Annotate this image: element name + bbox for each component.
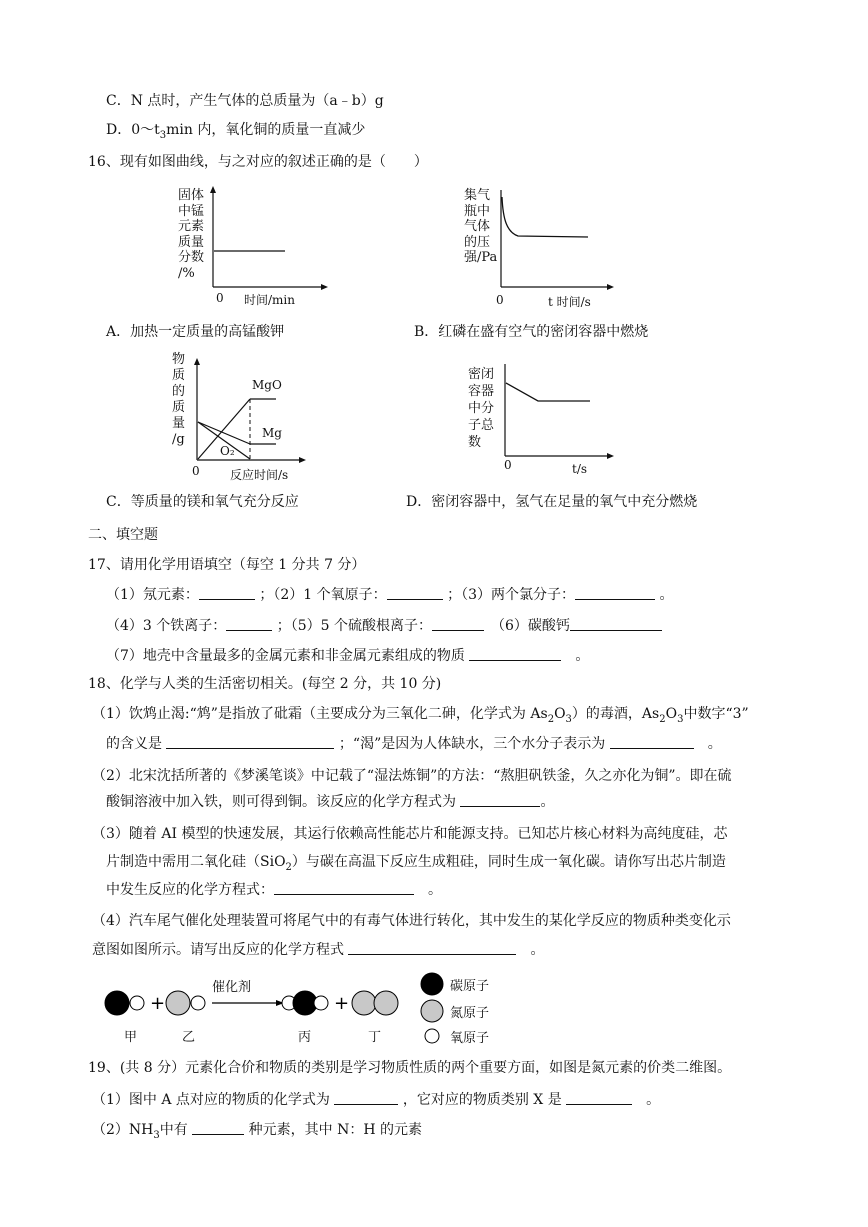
legend-swatches: [418, 970, 448, 1050]
answer-blank[interactable]: [334, 1090, 398, 1105]
q17-row-2: （4）3 个铁离子： ；（5）5 个硫酸根离子： （6）碳酸钙: [106, 616, 662, 636]
answer-blank[interactable]: [192, 1120, 244, 1135]
answer-blank[interactable]: [432, 616, 484, 631]
carbon-swatch: [421, 973, 443, 995]
graph-b-plot: [464, 186, 614, 312]
graph-b: [464, 186, 614, 312]
catalyst-label: 催化剂: [212, 980, 252, 995]
label-bing: 丙: [298, 1030, 312, 1045]
graph-a-caption: A．加热一定质量的高锰酸钾: [106, 324, 285, 340]
q18-part3-line1: （3）随着 AI 模型的快速发展，其运行依赖高性能芯片和能源支持。已知芯片核心材料为高纯度硅，芯: [92, 826, 728, 842]
graph-a: [178, 186, 328, 312]
answer-blank[interactable]: [387, 585, 443, 600]
graph-d-ylabel: 密闭 容器 中分 子总 数: [468, 367, 495, 450]
answer-blank[interactable]: [460, 792, 540, 807]
answer-blank[interactable]: [575, 585, 655, 600]
q17-row-1: （1）氖元素： ；（2）1 个氧原子： ；（3）两个氯分子： 。: [106, 587, 674, 603]
answer-blank[interactable]: [348, 940, 516, 955]
nitrogen-swatch: [421, 1000, 443, 1022]
graph-d-xlabel: t/s: [572, 462, 588, 476]
nitrogen-atom: [352, 991, 376, 1015]
q17-row-3: （7）地壳中含量最多的金属元素和非金属元素组成的物质 。: [106, 648, 590, 664]
answer-blank[interactable]: [570, 616, 662, 631]
q16-stem: 16、现有如图曲线，与之对应的叙述正确的是（ ）: [88, 154, 428, 170]
legend-nitrogen: 氮原子: [450, 1006, 490, 1021]
answer-blank[interactable]: [166, 734, 334, 749]
graph-b-ylabel: 集气 瓶中 气体 的压 强/Pa: [464, 188, 498, 265]
graph-b-xlabel: t 时间/s: [548, 295, 591, 309]
graph-a-origin: 0: [216, 291, 224, 305]
q15-option-c: C．N 点时，产生气体的总质量为（a﹣b）g: [106, 93, 384, 109]
section-heading: 二、填空题: [88, 527, 158, 543]
q18-part3-line2: 片制造中需用二氧化硅（SiO$_2$）与碳在高温下反应生成粗硅，同时生成一氧化碳。请你写出芯片制造: [106, 854, 726, 873]
answer-blank[interactable]: [469, 646, 561, 661]
graph-c-origin: 0: [192, 464, 200, 478]
answer-blank[interactable]: [566, 1090, 632, 1105]
graph-c-xlabel: 反应时间/s: [230, 468, 289, 482]
graph-c: [172, 352, 334, 484]
oxygen-atom: [130, 996, 144, 1010]
label-ding: 丁: [368, 1030, 382, 1045]
q19-stem: 19、(共 8 分）元素化合价和物质的类别是学习物质性质的两个重要方面，如图是氮元素的价类二维图。: [88, 1060, 732, 1076]
answer-blank[interactable]: [610, 734, 694, 749]
q18-part3-line3: 中发生反应的化学方程式： 。: [106, 882, 442, 898]
graph-d-caption: D．密闭容器中，氢气在足量的氧气中充分燃烧: [406, 494, 698, 510]
q17-stem: 17、请用化学用语填空（每空 1 分共 7 分）: [88, 557, 366, 573]
graph-c-o2-label: O₂: [220, 444, 235, 458]
oxygen-atom: [314, 996, 328, 1010]
q15-option-d: D．$0\sim t_3\min$ 内，氧化铜的质量一直减少: [106, 122, 366, 141]
graph-c-ylabel: 物 质 的 质 量 /g: [172, 352, 186, 447]
q19-part2: $(2)NH_3$中有 种元素，其中 N：H 的元素: [92, 1122, 423, 1141]
graph-d: [468, 362, 618, 478]
plus-sign: +: [150, 993, 166, 1014]
graph-c-mg-label: Mg: [262, 426, 282, 440]
atom-legend: [418, 970, 518, 1050]
graph-b-caption: B．红磷在盛有空气的密闭容器中燃烧: [414, 324, 649, 340]
oxygen-atom: [191, 996, 205, 1010]
plus-sign: +: [334, 993, 350, 1014]
q18-part4-line2: 意图如图所示。请写出反应的化学方程式 。: [92, 942, 545, 958]
graph-d-origin: 0: [504, 458, 512, 472]
graph-a-ylabel: 固体 中锰 元素 质量 分数 /%: [178, 188, 205, 281]
graph-d-plot: [468, 362, 618, 478]
oxygen-swatch: [425, 1029, 439, 1043]
nitrogen-atom: [166, 991, 190, 1015]
q18-part1-line1: （1）饮鸩止渴:“鸩”是指放了砒霜（主要成分为三氧化二砷，化学式为 $As_2O_3$）的毒酒，$As_2O_3$中数字“3”: [92, 706, 749, 725]
q18-part2-line1: （2）北宋沈括所著的《梦溪笔谈》中记载了“湿法炼铜”的方法：“熬胆矾铁釜，久之亦化为铜”。即在硫: [92, 768, 732, 784]
graph-b-origin: 0: [496, 293, 504, 307]
legend-carbon: 碳原子: [450, 979, 490, 994]
nitrogen-atom: [374, 991, 398, 1015]
answer-blank[interactable]: [199, 585, 255, 600]
q18-part1-line2: 的含义是 ；“渴”是因为人体缺水，三个水分子表示为 。: [106, 736, 722, 752]
q19-part1: （1）图中 A 点对应的物质的化学式为 ，它对应的物质类别 X 是 。: [92, 1092, 661, 1108]
carbon-atom: [293, 991, 317, 1015]
label-yi: 乙: [182, 1030, 196, 1045]
graph-a-xlabel: 时间/min: [244, 293, 295, 307]
q18-part2-line2: 酸铜溶液中加入铁，则可得到铜。该反应的化学方程式为 。: [106, 794, 555, 810]
q18-stem: 18、化学与人类的生活密切相关。(每空 2 分，共 10 分): [88, 676, 442, 692]
label-jia: 甲: [124, 1030, 138, 1045]
legend-oxygen: 氧原子: [450, 1031, 490, 1046]
answer-blank[interactable]: [274, 880, 414, 895]
answer-blank[interactable]: [226, 616, 272, 631]
q18-part4-line1: （4）汽车尾气催化处理装置可将尾气中的有毒气体进行转化，其中发生的某化学反应的物质种类变化示: [92, 913, 731, 929]
graph-c-caption: C．等质量的镁和氧气充分反应: [106, 494, 299, 510]
carbon-atom: [105, 991, 129, 1015]
graph-c-mgo-label: MgO: [252, 378, 282, 392]
